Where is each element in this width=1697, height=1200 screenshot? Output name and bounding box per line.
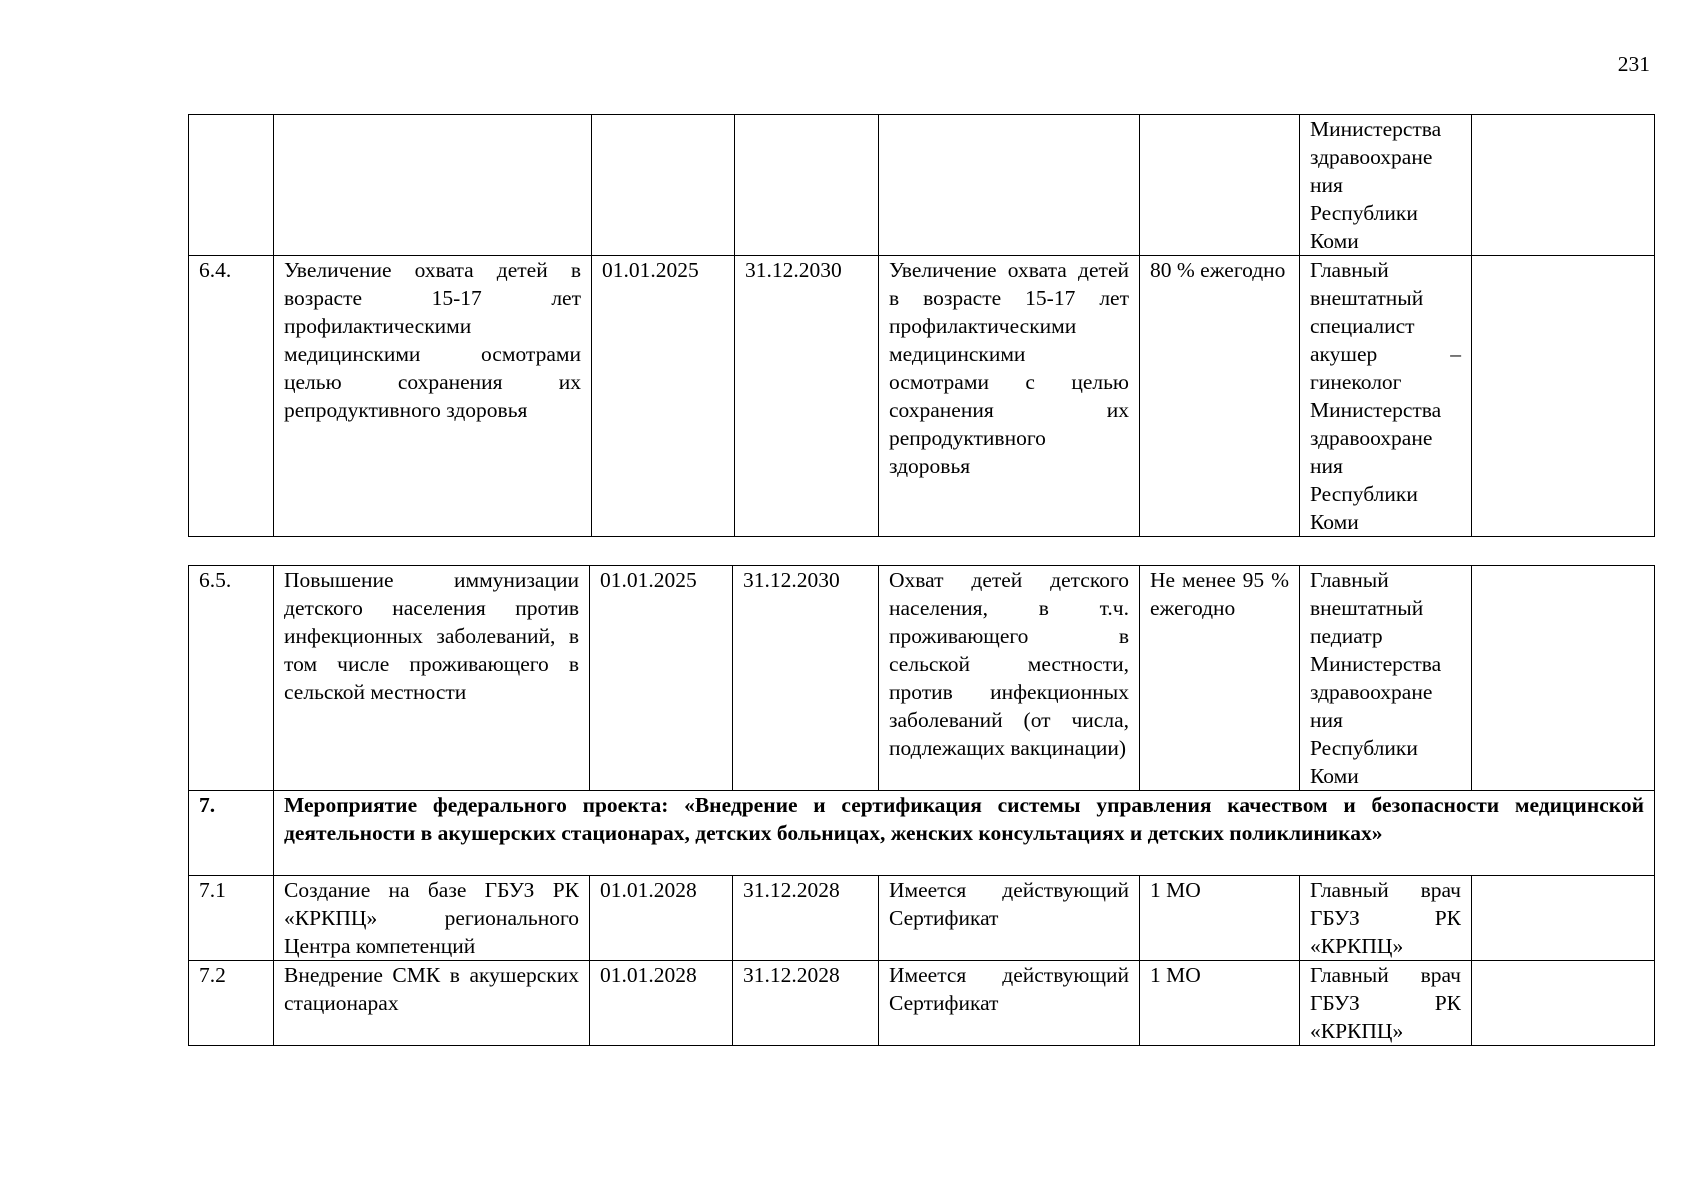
event-cell [274, 115, 592, 256]
responsible-line: Министерства [1310, 652, 1442, 676]
section-row [189, 791, 1655, 876]
responsible-line: внештатный [1310, 596, 1424, 620]
table-upper [188, 114, 1655, 537]
responsible-line: специалист [1310, 314, 1415, 338]
responsible-line: Коми [1310, 764, 1359, 788]
notes-cell [1472, 115, 1655, 256]
indicator-cell: 1 МО [1140, 961, 1300, 1046]
event-cell: Увеличение охвата детей в возрасте 15-17 лет профилактическими медицинскими осмотрами целью сохранения их репродуктивного здоровья [274, 256, 592, 537]
table-row [189, 876, 1655, 961]
responsible-cell [1300, 566, 1472, 791]
responsible-cell: Главный врач ГБУЗ РК «КРКПЦ» [1300, 961, 1472, 1046]
end-date-cell: 31.12.2028 [733, 961, 879, 1046]
table-row [189, 115, 1655, 256]
end-date-cell: 31.12.2028 [733, 876, 879, 961]
notes-cell [1472, 256, 1655, 537]
num-cell: 7.2 [189, 961, 274, 1046]
num-cell [189, 115, 274, 256]
responsible-line: гинеколог [1310, 370, 1402, 394]
indicator-cell [1140, 115, 1300, 256]
start-date-cell: 01.01.2028 [590, 876, 733, 961]
table-lower [188, 565, 1655, 1046]
end-date-cell [735, 115, 879, 256]
start-date-cell: 01.01.2025 [592, 256, 735, 537]
notes-cell [1472, 876, 1655, 961]
table-row [189, 256, 1655, 537]
num-cell: 6.5. [189, 566, 274, 791]
table-row [189, 961, 1655, 1046]
end-date-cell: 31.12.2030 [735, 256, 879, 537]
responsible-line: ния [1310, 708, 1343, 732]
responsible-line: здравоохране [1310, 426, 1433, 450]
event-cell: Повышение иммунизации детского населения против инфекционных заболеваний, в том числе проживающего в сельской местности [274, 566, 590, 791]
responsible-line: Республики [1310, 201, 1418, 225]
responsible-line: Республики [1310, 482, 1418, 506]
responsible-line: акушер – [1310, 342, 1461, 366]
event-cell: Внедрение СМК в акушерских стационарах [274, 961, 590, 1046]
notes-cell [1472, 961, 1655, 1046]
result-cell: Увеличение охвата детей в возрасте 15-17 лет профилактическими медицинскими осмотрами с целью сохранения их репродуктивного здоровья [879, 256, 1140, 537]
responsible-line: ния [1310, 173, 1343, 197]
section-title: Мероприятие федерального проекта: «Внедрение и сертификация системы управления качеством и безопасности медицинской деятельности в акушерских стационарах, детских больницах, женских консультациях и детских поликлиниках» [274, 791, 1655, 876]
responsible-line: Коми [1310, 229, 1359, 253]
responsible-line: Министерства [1310, 117, 1442, 141]
notes-cell [1472, 566, 1655, 791]
responsible-line: внештатный [1310, 286, 1424, 310]
table-row [189, 566, 1655, 791]
start-date-cell: 01.01.2025 [590, 566, 733, 791]
result-cell [879, 115, 1140, 256]
responsible-cell [1300, 256, 1472, 537]
responsible-line: Министерства [1310, 398, 1442, 422]
end-date-cell: 31.12.2030 [733, 566, 879, 791]
page-number: 231 [1617, 52, 1650, 76]
responsible-line: Главный [1310, 568, 1389, 592]
responsible-line: здравоохране [1310, 680, 1433, 704]
responsible-line: Коми [1310, 510, 1359, 534]
responsible-line: Главный [1310, 258, 1389, 282]
indicator-cell: 1 МО [1140, 876, 1300, 961]
start-date-cell: 01.01.2028 [590, 961, 733, 1046]
indicator-cell: 80 % ежегодно [1140, 256, 1300, 537]
result-cell: Имеется действующий Сертификат [879, 876, 1140, 961]
responsible-cell: Главный врач ГБУЗ РК «КРКПЦ» [1300, 876, 1472, 961]
start-date-cell [592, 115, 735, 256]
num-cell: 6.4. [189, 256, 274, 537]
num-cell: 7.1 [189, 876, 274, 961]
num-cell: 7. [189, 791, 274, 876]
result-cell: Охват детей детского населения, в т.ч. проживающего в сельской местности, против инфекционных заболеваний (от числа, подлежащих вакцинации) [879, 566, 1140, 791]
indicator-cell: Не менее 95 % ежегодно [1140, 566, 1300, 791]
responsible-line: ния [1310, 454, 1343, 478]
responsible-line: здравоохране [1310, 145, 1433, 169]
result-cell: Имеется действующий Сертификат [879, 961, 1140, 1046]
responsible-line: Республики [1310, 736, 1418, 760]
responsible-cell [1300, 115, 1472, 256]
event-cell: Создание на базе ГБУЗ РК «КРКПЦ» регионального Центра компетенций [274, 876, 590, 961]
responsible-line: педиатр [1310, 624, 1383, 648]
